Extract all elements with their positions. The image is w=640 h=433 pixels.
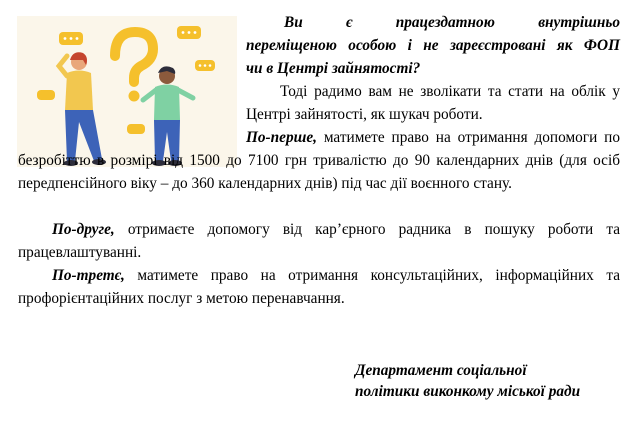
third-label: По-третє, [52,267,125,284]
second-paragraph [18,218,620,264]
second-label: По-друге, [52,221,115,238]
first-label: По-перше, [246,129,317,146]
heading [246,11,620,80]
signature-line-2: політики виконкому міської ради [355,383,581,400]
intro-paragraph: Тоді радимо вам не зволікати та стати на облік у Центрі зайнятості, як шукач роботи. [246,83,620,123]
heading-line-3: чи в Центрі зайнятості? [246,60,421,77]
third-paragraph [18,264,620,310]
second-text: отримаєте допомогу від кар’єрного радника в пошуку роботи та працевлаштуванні. [18,221,620,261]
heading-line-1: Ви є працездатною внутрішньо [284,14,620,31]
heading-line-2: переміщеною особою і не зареєстровані як ФОП [246,37,620,54]
third-text: матимете право на отримання консультаційних, інформаційних та профорієнтаційних послуг з метою перенавчання. [18,267,620,307]
first-paragraph [18,126,620,195]
paragraph-first-line-spacer [18,141,246,142]
signature [355,360,625,402]
first-text: матимете право на отримання допомоги по безробіттю в розмірі від 1500 до 7100 грн тривалістю до 90 календарних днів (для осіб передпенсійного віку – до 360 календарних днів) під час дії воєнного стану. [18,129,620,192]
signature-line-1: Департамент соціальної [355,362,527,379]
